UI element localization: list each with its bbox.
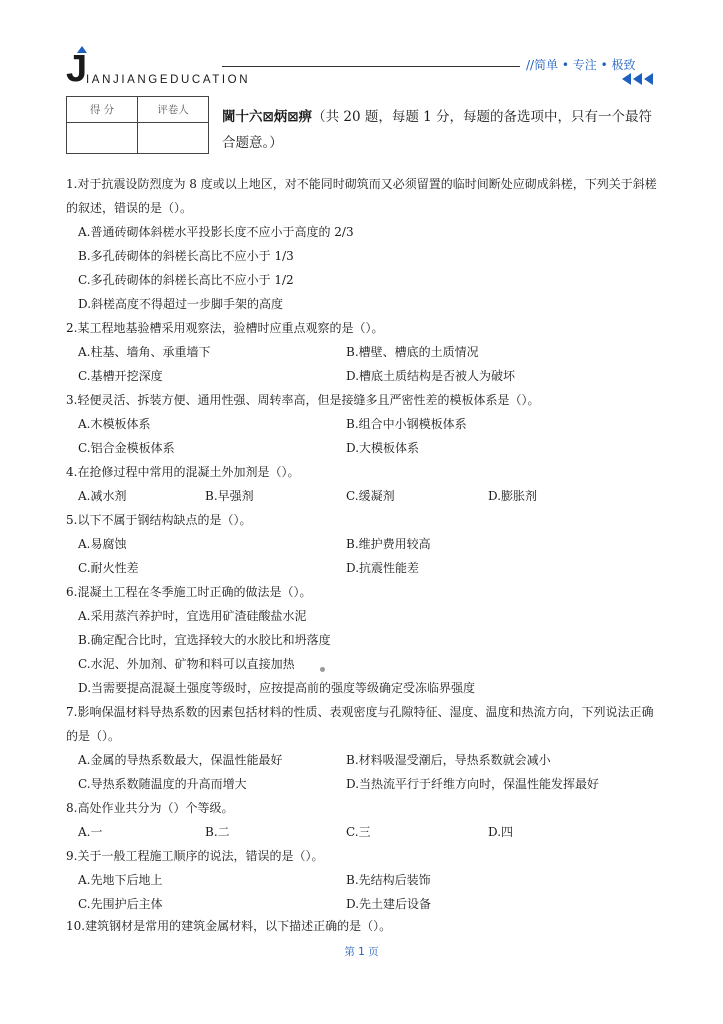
question-option: C.耐火性差 [78,561,139,575]
question-option: B.二 [205,825,230,839]
question-option: C.基槽开挖深度 [78,369,163,383]
question-stem: 4.在抢修过程中常用的混凝土外加剂是（）。 [66,465,300,479]
score-table [66,96,209,154]
question-option: C.多孔砖砌体的斜槎长高比不应小于 1/2 [78,273,294,287]
question-option: C.三 [346,825,371,839]
question-option: C.水泥、外加剂、矿物和料可以直接加热 [78,657,295,671]
question-stem: 8.高处作业共分为（）个等级。 [66,801,234,815]
question-option: D.先土建后设备 [346,897,432,911]
brand-logo [66,46,276,92]
question-option: D.四 [488,825,514,839]
triple-arrow-icon [622,73,653,85]
question-option: A.易腐蚀 [78,537,127,551]
question-option: D.当热流平行于纤维方向时，保温性能发挥最好 [346,777,600,791]
score-cell [67,123,138,154]
question-option: A.木模板体系 [78,417,151,431]
question-option: D.斜槎高度不得超过一步脚手架的高度 [78,297,284,311]
question-stem: 6.混凝土工程在冬季施工时正确的做法是（）。 [66,585,312,599]
question-option: A.采用蒸汽养护时，宜选用矿渣硅酸盐水泥 [78,609,307,623]
logo-letter: J [66,48,88,90]
section-title [222,104,662,156]
question-option: A.柱基、墙角、承重墙下 [78,345,211,359]
question-option: B.早强剂 [205,489,254,503]
question-option: B.多孔砖砌体的斜槎长高比不应小于 1/3 [78,249,294,263]
page-number: 第 1 页 [344,946,379,958]
question-stem: 1.对于抗震设防烈度为 8 度或以上地区，对不能同时砌筑而又必须留置的临时间断处应砌成斜槎，下列关于斜槎的叙述，错误的是（）。 [66,177,657,215]
scan-dot [320,667,325,672]
section-title-rest: （共 20 题，每题 1 分，每题的备选项中，只有一个最符合题意。） [222,109,653,151]
grader-header: 评卷人 [138,97,209,123]
question-option: D.大模板体系 [346,441,420,455]
question-option: A.普通砖砌体斜槎水平投影长度不应小于高度的 2/3 [78,225,354,239]
question-option: C.先围护后主体 [78,897,163,911]
grader-cell [138,123,209,154]
question-option: B.先结构后装饰 [346,873,431,887]
question-option: B.确定配合比时，宜选择较大的水胶比和坍落度 [78,633,331,647]
question-option: B.槽壁、槽底的土质情况 [346,345,479,359]
question-option: A.一 [78,825,103,839]
question-option: A.减水剂 [78,489,127,503]
header-slogan: //简单 • 专注 • 极致 [526,58,636,72]
question-option: D.膨胀剂 [488,489,538,503]
question-stem: 2.某工程地基验槽采用观察法，验槽时应重点观察的是（）。 [66,321,384,335]
header-divider [222,66,520,67]
question-option: D.槽底土质结构是否被人为破坏 [346,369,516,383]
logo-text: IANJIANGEDUCATION [86,74,251,86]
question-option: C.导热系数随温度的升高而增大 [78,777,247,791]
question-option: D.抗震性能差 [346,561,420,575]
question-option: A.先地下后地上 [78,873,163,887]
question-stem: 3.轻便灵活、拆装方便、通用性强、周转率高，但是接缝多且严密性差的模板体系是（）。 [66,393,540,407]
question-option: B.维护费用较高 [346,537,431,551]
question-option: B.组合中小钢模板体系 [346,417,467,431]
question-option: C.铝合金模板体系 [78,441,175,455]
question-stem: 10.建筑钢材是常用的建筑金属材料，以下描述正确的是（）。 [66,919,392,933]
section-title-bold: 閫十六⊠炳⊠痹 [222,109,313,125]
question-option: C.缓凝剂 [346,489,395,503]
question-option: D.当需要提高混凝土强度等级时，应按提高前的强度等级确定受冻临界强度 [78,681,476,695]
question-stem: 9.关于一般工程施工顺序的说法，错误的是（）。 [66,849,324,863]
question-option: A.金属的导热系数最大，保温性能最好 [78,753,283,767]
question-stem: 5.以下不属于钢结构缺点的是（）。 [66,513,252,527]
question-option: B.材料吸湿受潮后，导热系数就会减小 [346,753,551,767]
question-stem: 7.影响保温材料导热系数的因素包括材料的性质、表观密度与孔隙特征、湿度、温度和热流方向，下列说法正确的是（）。 [66,705,654,743]
score-header: 得 分 [67,97,138,123]
